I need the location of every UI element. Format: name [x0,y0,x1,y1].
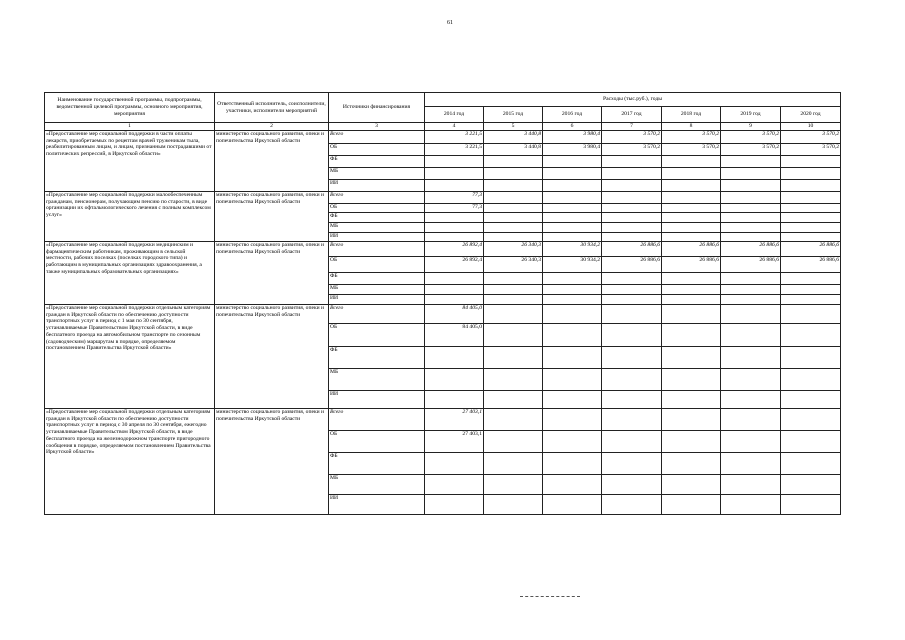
amount-cell: 3 221,5 [425,144,484,156]
amount-cell [484,495,543,515]
amount-cell [721,156,781,168]
year-header: 2020 год [781,107,841,123]
amount-cell: 84 405,0 [425,305,484,324]
amount-cell [662,168,721,180]
amount-cell: 26 886,6 [781,242,841,257]
amount-cell [425,495,484,515]
funding-source: ОБ [329,324,425,347]
amount-cell [662,285,721,295]
year-header: 2017 год [602,107,662,123]
amount-cell [721,223,781,233]
amount-cell [543,223,602,233]
table-row [45,242,841,257]
funding-source: МБ [329,223,425,233]
amount-cell [484,391,543,409]
amount-cell [484,369,543,391]
funding-source: ИИ [329,180,425,192]
amount-cell [662,495,721,515]
amount-cell [662,180,721,192]
amount-cell: 3 440,8 [484,144,543,156]
header-expenses: Расходы (тыс.руб.), годы [425,93,841,107]
amount-cell [662,369,721,391]
amount-cell [484,273,543,285]
amount-cell [484,233,543,242]
funding-source: МБ [329,285,425,295]
amount-cell [662,409,721,431]
amount-cell: 3 570,2 [662,131,721,144]
amount-cell [543,285,602,295]
funding-source: ОБ [329,204,425,213]
amount-cell [543,168,602,180]
amount-cell [484,409,543,431]
amount-cell [602,347,662,369]
amount-cell [484,475,543,495]
amount-cell [602,305,662,324]
amount-cell [602,204,662,213]
measure-executor: министерство социального развития, опеки и попечительства Иркутской области [215,131,329,192]
funding-source: МБ [329,369,425,391]
amount-cell: 3 570,2 [721,144,781,156]
amount-cell [781,324,841,347]
amount-cell [602,285,662,295]
amount-cell [602,180,662,192]
amount-cell [484,204,543,213]
amount-cell: 3 570,2 [781,144,841,156]
column-index: 7 [602,123,662,131]
amount-cell [484,305,543,324]
amount-cell [721,475,781,495]
measure-name: «Предоставление мер социальной поддержки в части оплаты лекарств, приобретаемых по рецептам врачей труженикам тыла, реабилитированным лицам, и лицам, признанным пострадавшими от политических репрессий, в Иркутской области» [45,131,215,192]
amount-cell [781,180,841,192]
amount-cell: 27 403,1 [425,409,484,431]
amount-cell [425,273,484,285]
funding-source: ИИ [329,295,425,305]
amount-cell [721,168,781,180]
amount-cell [425,156,484,168]
amount-cell [781,273,841,285]
amount-cell [721,324,781,347]
funding-source: ФБ [329,453,425,475]
amount-cell [425,475,484,495]
amount-cell [662,192,721,204]
amount-cell [543,453,602,475]
year-header: 2016 год [543,107,602,123]
amount-cell [425,233,484,242]
funding-source: ОБ [329,431,425,453]
page-number: 61 [447,20,453,26]
amount-cell: 30 934,2 [543,242,602,257]
amount-cell [781,391,841,409]
funding-source: ФБ [329,347,425,369]
amount-cell [662,324,721,347]
amount-cell [602,475,662,495]
amount-cell [484,347,543,369]
column-index: 10 [781,123,841,131]
amount-cell [425,295,484,305]
amount-cell [484,285,543,295]
amount-cell: 26 892,4 [425,257,484,273]
amount-cell [781,453,841,475]
table-row [45,131,841,144]
amount-cell [721,213,781,223]
header-name: Наименование государственной программы, подпрограммы, ведомственной целевой программы, основного мероприятия, мероприятия [45,93,215,123]
amount-cell [425,369,484,391]
funding-source: МБ [329,475,425,495]
amount-cell [721,180,781,192]
amount-cell [602,324,662,347]
amount-cell [781,369,841,391]
amount-cell [543,391,602,409]
measure-executor: министерство социального развития, опеки и попечительства Иркутской области [215,242,329,305]
amount-cell [602,495,662,515]
amount-cell [781,192,841,204]
amount-cell [484,453,543,475]
amount-cell: 26 886,6 [781,257,841,273]
funding-source: Всего [329,192,425,204]
amount-cell [662,391,721,409]
funding-source: ИИ [329,495,425,515]
amount-cell [425,213,484,223]
amount-cell [543,192,602,204]
amount-cell: 3 570,2 [781,131,841,144]
amount-cell [543,273,602,285]
amount-cell [662,475,721,495]
amount-cell [662,295,721,305]
funding-source: Всего [329,131,425,144]
amount-cell [543,213,602,223]
header-executor: Ответственный исполнитель, соисполнители, участники, исполнители мероприятий [215,93,329,123]
amount-cell [781,295,841,305]
amount-cell [602,453,662,475]
amount-cell: 26 340,3 [484,257,543,273]
amount-cell [662,156,721,168]
amount-cell [781,223,841,233]
amount-cell [721,431,781,453]
measure-executor: министерство социального развития, опеки и попечительства Иркутской области [215,192,329,242]
amount-cell: 3 221,5 [425,131,484,144]
amount-cell [425,391,484,409]
amount-cell: 3 570,2 [602,144,662,156]
funding-source: Всего [329,305,425,324]
amount-cell [484,156,543,168]
column-index: 2 [215,123,329,131]
amount-cell [781,409,841,431]
amount-cell [543,475,602,495]
amount-cell [425,168,484,180]
amount-cell [721,369,781,391]
amount-cell: 26 886,6 [662,257,721,273]
amount-cell [425,285,484,295]
amount-cell [543,156,602,168]
amount-cell [721,495,781,515]
year-header: 2015 год [484,107,543,123]
amount-cell: 77,3 [425,192,484,204]
amount-cell: 3 570,2 [662,144,721,156]
amount-cell [781,305,841,324]
amount-cell [543,324,602,347]
amount-cell [602,369,662,391]
amount-cell [543,233,602,242]
funding-source: МБ [329,168,425,180]
funding-source: ИИ [329,391,425,409]
amount-cell [543,180,602,192]
amount-cell [484,223,543,233]
amount-cell [602,409,662,431]
table-row [45,192,841,204]
amount-cell [543,204,602,213]
budget-table [44,92,841,515]
column-index: 1 [45,123,215,131]
amount-cell [484,431,543,453]
amount-cell [721,273,781,285]
amount-cell [781,495,841,515]
amount-cell: 3 980,4 [543,144,602,156]
column-index: 9 [721,123,781,131]
amount-cell: 3 570,2 [602,131,662,144]
amount-cell: 27 403,1 [425,431,484,453]
amount-cell [602,192,662,204]
amount-cell: 26 886,6 [721,257,781,273]
amount-cell [425,180,484,192]
amount-cell [484,295,543,305]
funding-source: Всего [329,242,425,257]
scan-artifact [520,596,580,598]
column-index-row [45,123,841,131]
amount-cell [484,324,543,347]
amount-cell [602,168,662,180]
amount-cell [602,223,662,233]
amount-cell [484,192,543,204]
amount-cell [543,409,602,431]
amount-cell [721,347,781,369]
amount-cell [781,156,841,168]
amount-cell [721,295,781,305]
amount-cell [781,213,841,223]
column-index: 4 [425,123,484,131]
amount-cell [781,204,841,213]
amount-cell: 30 934,2 [543,257,602,273]
amount-cell [662,273,721,285]
amount-cell [602,233,662,242]
table-body [45,131,841,515]
amount-cell [543,431,602,453]
amount-cell: 26 886,6 [602,257,662,273]
amount-cell: 3 440,8 [484,131,543,144]
amount-cell: 84 405,0 [425,324,484,347]
column-index: 8 [662,123,721,131]
amount-cell [602,156,662,168]
measure-executor: министерство социального развития, опеки и попечительства Иркутской области [215,409,329,515]
amount-cell [543,305,602,324]
funding-source: ФБ [329,213,425,223]
amount-cell [721,204,781,213]
amount-cell [602,273,662,285]
amount-cell [721,305,781,324]
amount-cell: 26 886,6 [602,242,662,257]
funding-source: ИИ [329,233,425,242]
amount-cell [425,223,484,233]
year-header: 2019 год [721,107,781,123]
year-header: 2018 год [662,107,721,123]
amount-cell [721,233,781,242]
funding-source: ФБ [329,156,425,168]
table-row [45,305,841,324]
amount-cell [602,431,662,453]
measure-name: «Предоставление мер социальной поддержки малообеспеченным гражданам, пенсионерам, получающим пенсию по старости, в виде организации их офтальмологического лечения с полным комплексом услуг» [45,192,215,242]
funding-source: ОБ [329,144,425,156]
amount-cell [781,475,841,495]
funding-source: ОБ [329,257,425,273]
amount-cell [602,391,662,409]
table-row [45,409,841,431]
amount-cell [543,495,602,515]
amount-cell [662,347,721,369]
column-index: 3 [329,123,425,131]
funding-source: Всего [329,409,425,431]
year-header: 2014 год [425,107,484,123]
column-index: 6 [543,123,602,131]
amount-cell: 26 886,6 [721,242,781,257]
amount-cell: 3 980,4 [543,131,602,144]
amount-cell [721,192,781,204]
amount-cell [543,369,602,391]
amount-cell: 26 892,4 [425,242,484,257]
amount-cell: 3 570,2 [721,131,781,144]
column-index: 5 [484,123,543,131]
amount-cell [602,213,662,223]
measure-name: «Предоставление мер социальной поддержки отдельным категориям граждан в Иркутской области по обеспечению доступности транспортных услуг в период с 1 мая по 30 сентября, устанавливаемые Правительством Иркутской области, в виде бесплатного проезда на автомобильном транспорте по сезонным (садоводческим) маршрутам в порядке, определяемом постановлением Правительства Иркутской области» [45,305,215,409]
amount-cell [721,453,781,475]
header-sources: Источники финансирования [329,93,425,123]
amount-cell [602,295,662,305]
measure-name: «Предоставление мер социальной поддержки отдельным категориям граждан в Иркутской области по обеспечению доступности транспортных услуг в период с 30 апреля по 30 сентября, ежегодно устанавливаемые Правительством Иркутской области, в виде бесплатного проезда на железнодорожном транспорте пригородного сообщения в порядке, определяемом постановлением Правительства Иркутской области» [45,409,215,515]
amount-cell [543,295,602,305]
amount-cell [484,213,543,223]
amount-cell [662,223,721,233]
amount-cell [781,285,841,295]
amount-cell [781,347,841,369]
amount-cell [781,431,841,453]
amount-cell [662,204,721,213]
amount-cell [721,391,781,409]
funding-source: ФБ [329,273,425,285]
amount-cell [484,168,543,180]
amount-cell [721,285,781,295]
amount-cell [425,453,484,475]
amount-cell [721,409,781,431]
amount-cell [662,453,721,475]
amount-cell [484,180,543,192]
amount-cell [662,431,721,453]
amount-cell: 26 886,6 [662,242,721,257]
amount-cell [662,213,721,223]
amount-cell [662,305,721,324]
amount-cell [781,233,841,242]
amount-cell [543,347,602,369]
amount-cell [662,233,721,242]
amount-cell: 26 340,3 [484,242,543,257]
measure-executor: министерство социального развития, опеки и попечительства Иркутской области [215,305,329,409]
amount-cell: 77,3 [425,204,484,213]
amount-cell [781,168,841,180]
measure-name: «Предоставление мер социальной поддержки медицинским и фармацевтическим работникам, проживающим в сельской местности, рабочих поселках (поселках городского типа) и работающим в муниципальных организациях здравоохранения, а также муниципальных образовательных организациях» [45,242,215,305]
amount-cell [425,347,484,369]
